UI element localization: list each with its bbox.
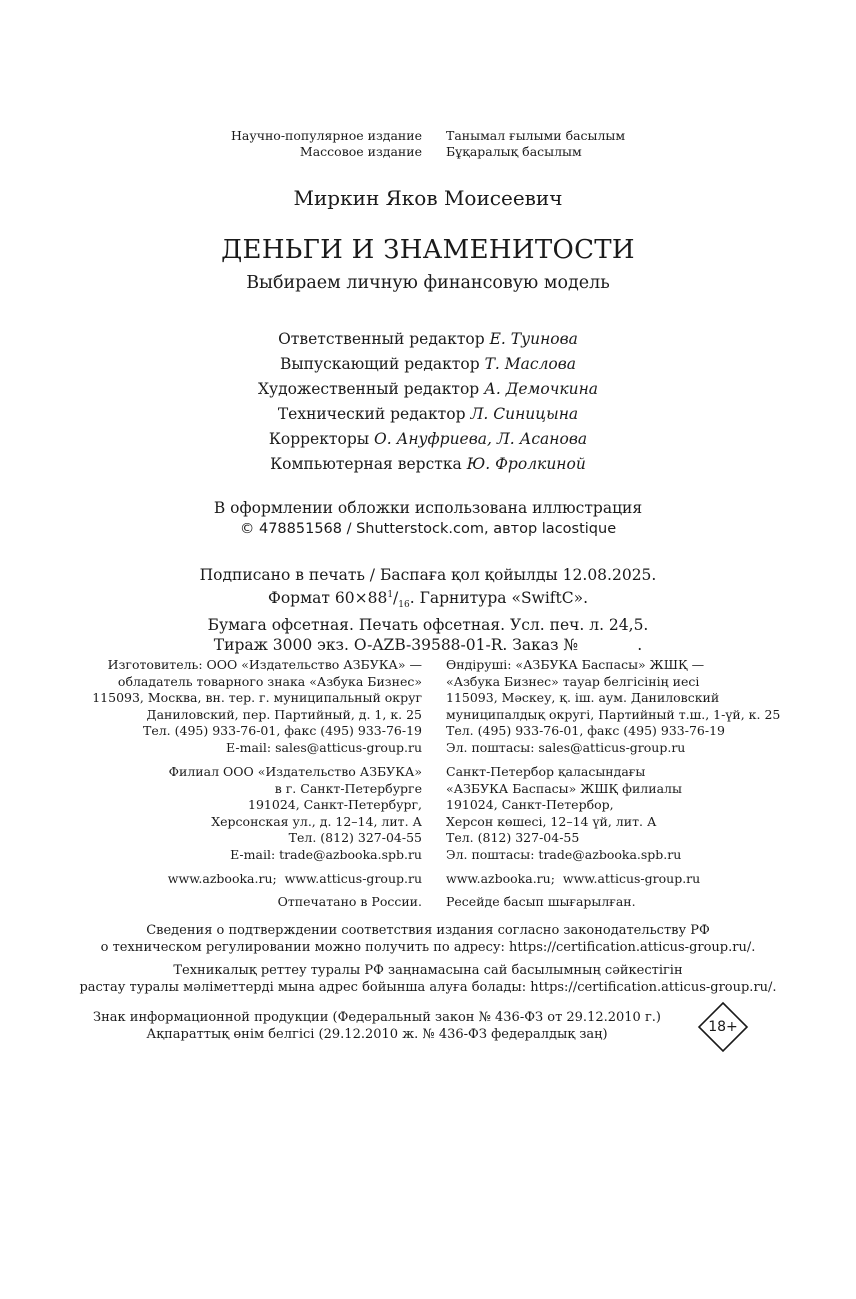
manufacturer-kz-line: 115093, Мәскеу, қ. іш. аум. Даниловский <box>446 690 720 705</box>
manufacturer-kz-line: «Азбука Бизнес» тауар белгісінің иесі <box>446 673 700 689</box>
signed-to-print: Подписано в печать / Баспаға қол қойылды 12.08.2025. <box>199 566 657 584</box>
format-line <box>0 585 856 615</box>
age-rating-text: 18+ <box>708 1019 738 1035</box>
editor-name: Ю. Фролкиной <box>466 455 586 473</box>
age-rating-badge <box>697 1001 749 1053</box>
branch-ru-line: Тел. (812) 327-04-55 <box>288 830 422 845</box>
format-fraction: $^1/_{16}$ <box>387 589 410 611</box>
format-suffix: . Гарнитура «SwiftC». <box>409 589 589 608</box>
certification-kz <box>0 962 856 996</box>
branch-ru <box>80 764 422 863</box>
cover-credit <box>0 498 856 540</box>
print-details <box>0 565 856 655</box>
manufacturer-kz-line: Тел. (495) 933-76-01, факс (495) 933-76-19 <box>446 723 725 738</box>
websites-ru: www.azbooka.ru; www.atticus-group.ru <box>167 871 422 886</box>
manufacturer-kz-email: Эл. поштасы: sales@atticus-group.ru <box>446 739 686 755</box>
editor-role: Выпускающий редактор <box>279 355 480 373</box>
series-kz-line2: Бұқаралық басылым <box>446 144 582 159</box>
editor-name: А. Демочкина <box>484 380 599 398</box>
manufacturer-ru <box>80 657 422 756</box>
series-ru-line1: Научно-популярное издание <box>230 128 422 143</box>
branch-ru-line: 191024, Санкт-Петербург, <box>248 797 422 812</box>
series-ru-line2: Массовое издание <box>299 144 422 159</box>
certification-kz-line: растау туралы мәліметтерді мына адрес бойынша алуға болады: https://certification.atticus-group.ru/. <box>79 980 777 995</box>
paper-line: Бумага офсетная. Печать офсетная. Усл. печ. л. 24,5. <box>207 616 649 635</box>
branch-kz <box>446 764 806 863</box>
branch-kz-line: Санкт-Петербор қаласындағы <box>446 764 646 779</box>
editor-name: О. Ануфриева, Л. Асанова <box>374 430 588 448</box>
manufacturer-ru-line: Изготовитель: ООО «Издательство АЗБУКА» — <box>107 657 422 672</box>
format-prefix: Формат 60×88 <box>267 589 388 608</box>
manufacturer-ru-line: обладатель товарного знака «Азбука Бизнес» <box>117 673 422 689</box>
editor-role: Художественный редактор <box>257 380 480 398</box>
editors-list <box>0 327 856 477</box>
certification-ru-line: Сведения о подтверждении соответствия издания согласно законодательству РФ <box>146 923 710 938</box>
info-product-sign <box>60 1009 694 1043</box>
editor-line <box>0 452 856 477</box>
info-sign-ru: Знак информационной продукции (Федеральный закон № 436-ФЗ от 29.12.2010 г.) <box>93 1010 661 1025</box>
branch-ru-email: E-mail: trade@azbooka.spb.ru <box>230 846 422 862</box>
editor-role: Корректоры <box>268 430 370 448</box>
cover-credit-line2: © 478851568 / Shutterstock.com, автор lacostique <box>239 521 617 537</box>
run-line: Тираж 3000 экз. O-AZB-39588-01-R. Заказ № . <box>213 636 643 655</box>
printed-in-ru: Отпечатано в России. <box>277 894 422 909</box>
branch-kz-line: «АЗБУКА Баспасы» ЖШҚ филиалы <box>446 780 682 796</box>
editor-line <box>0 327 856 352</box>
branch-kz-line: 191024, Санкт-Петербор, <box>446 797 614 812</box>
branch-kz-email: Эл. поштасы: trade@azbooka.spb.ru <box>446 846 682 862</box>
editor-line <box>0 427 856 452</box>
manufacturer-ru-line: Даниловский, пер. Партийный, д. 1, к. 25 <box>146 706 422 722</box>
manufacturer-kz-line: Өндіруші: «АЗБУКА Баспасы» ЖШҚ — <box>446 657 705 672</box>
manufacturer-ru-line: Тел. (495) 933-76-01, факс (495) 933-76-19 <box>143 723 422 738</box>
branch-ru-line: Херсонская ул., д. 12–14, лит. А <box>211 813 422 829</box>
book-title: ДЕНЬГИ И ЗНАМЕНИТОСТИ <box>221 235 635 265</box>
editor-role: Технический редактор <box>277 405 466 423</box>
cover-credit-line1: В оформлении обложки использована иллюстрация <box>213 499 643 517</box>
format-numerator: 1 <box>387 590 394 600</box>
certification-kz-line: Техникалық реттеу туралы РФ заңнамасына сай басылымның сәйкестігін <box>173 963 683 978</box>
websites-kz: www.azbooka.ru; www.atticus-group.ru <box>446 871 701 886</box>
book-subtitle: Выбираем личную финансовую модель <box>246 273 610 293</box>
editor-line <box>0 402 856 427</box>
certification-ru-line: о техническом регулировании можно получить по адресу: https://certification.atticus-group.ru/. <box>100 940 756 955</box>
author-name: Миркин Яков Моисеевич <box>293 186 563 210</box>
editor-line <box>0 377 856 402</box>
manufacturer-ru-line: 115093, Москва, вн. тер. г. муниципальный округ <box>92 690 422 705</box>
printed-in-kz: Ресейде басып шығарылған. <box>446 894 636 909</box>
manufacturer-kz <box>446 657 806 756</box>
editor-role: Ответственный редактор <box>278 330 485 348</box>
info-sign-kz: Ақпараттық өнім белгісі (29.12.2010 ж. № 436-ФЗ федералдық заң) <box>146 1027 608 1042</box>
editor-name: Л. Синицына <box>470 405 579 423</box>
manufacturer-kz-line: муниципалдық округі, Партийный т.ш., 1-үй, к. 25 <box>446 706 781 722</box>
certification-ru <box>0 922 856 956</box>
branch-ru-line: в г. Санкт-Петербурге <box>274 780 422 796</box>
series-kz <box>446 128 746 160</box>
series-ru <box>130 128 422 160</box>
format-denominator: 16 <box>398 600 410 611</box>
branch-kz-line: Херсон көшесі, 12–14 үй, лит. А <box>446 813 657 829</box>
manufacturer-ru-email: E-mail: sales@atticus-group.ru <box>226 739 422 755</box>
editor-line <box>0 352 856 377</box>
editor-role: Компьютерная верстка <box>270 455 462 473</box>
editor-name: Е. Туинова <box>489 330 578 348</box>
branch-kz-line: Тел. (812) 327-04-55 <box>446 830 580 845</box>
branch-ru-line: Филиал ООО «Издательство АЗБУКА» <box>168 764 422 779</box>
editor-name: Т. Маслова <box>484 355 577 373</box>
series-kz-line1: Танымал ғылыми басылым <box>446 128 626 143</box>
